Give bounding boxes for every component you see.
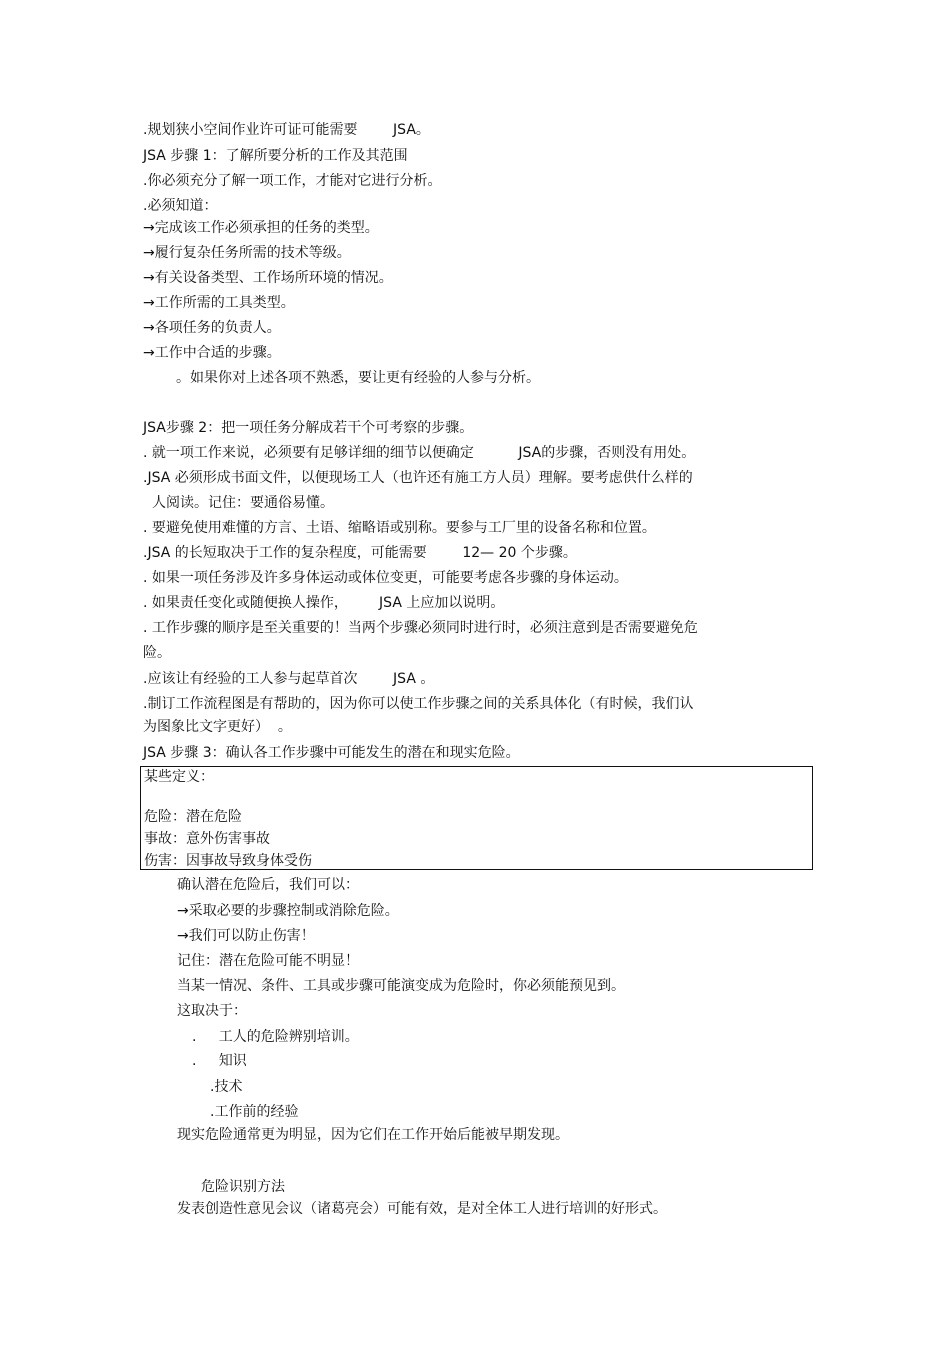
text-line: 。如果你对上述各项不熟悉，要让更有经验的人参与分析。 [176,370,540,386]
list-item: . 工人的危险辨别培训。 [192,1029,359,1045]
text-line: . 要避免使用难懂的方言、土语、缩略语或别称。要参与工厂里的设备名称和位置。 [143,520,656,536]
list-item: →工作所需的工具类型。 [143,295,295,311]
text-line: 记住：潜在危险可能不明显！ [177,953,359,969]
list-item: →采取必要的步骤控制或消除危险。 [177,903,399,919]
list-item: →完成该工作必须承担的任务的类型。 [143,220,379,236]
definitions-box [140,766,813,870]
section-heading: JSA步骤 2：把一项任务分解成若干个可考察的步骤。 [143,420,474,436]
list-item: →工作中合适的步骤。 [143,345,281,361]
text-line: .JSA 的长短取决于工作的复杂程度，可能需要 12— 20 个步骤。 [143,545,577,561]
definition-item: 伤害：因事故导致身体受伤 [144,853,312,869]
text-line: .制订工作流程图是有帮助的，因为你可以使工作步骤之间的关系具体化（有时候，我们认 [143,696,694,712]
definition-item: 事故：意外伤害事故 [144,831,270,847]
text-line: . 就一项工作来说，必须要有足够详细的细节以便确定 JSA的步骤，否则没有用处。 [143,445,696,461]
section-heading: JSA 步骤 3：确认各工作步骤中可能发生的潜在和现实危险。 [143,745,520,761]
text-line: 险。 [143,645,171,661]
text-line: 发表创造性意见会议（诸葛亮会）可能有效，是对全体工人进行培训的好形式。 [177,1201,667,1217]
text-line: . 如果责任变化或随便换人操作， JSA 上应加以说明。 [143,595,505,611]
text-line: 现实危险通常更为明显，因为它们在工作开始后能被早期发现。 [177,1127,569,1143]
text-line: .应该让有经验的工人参与起草首次 JSA 。 [143,671,435,687]
text-line: . 如果一项任务涉及许多身体运动或体位变更，可能要考虑各步骤的身体运动。 [143,570,628,586]
list-item: →我们可以防止伤害！ [177,928,315,944]
text-line: .必须知道： [143,198,218,214]
list-item: →各项任务的负责人。 [143,320,281,336]
list-item: →履行复杂任务所需的技术等级。 [143,245,351,261]
text-line: 为图象比文字更好） 。 [143,719,292,735]
text-line: .JSA 必须形成书面文件，以便现场工人（也许还有施工方人员）理解。要考虑供什么样的 [143,470,693,486]
list-item: →有关设备类型、工作场所环境的情况。 [143,270,393,286]
list-item: . 知识 [192,1053,247,1069]
list-item: .技术 [210,1079,243,1095]
text-line: .规划狭小空间作业许可证可能需要 JSA。 [143,122,430,138]
section-heading: JSA 步骤 1：了解所要分析的工作及其范围 [143,148,408,164]
text-line: 人阅读。记住：要通俗易懂。 [152,495,334,511]
text-line: .你必须充分了解一项工作，才能对它进行分析。 [143,173,442,189]
section-heading: 危险识别方法 [201,1179,285,1195]
text-line: 这取决于： [177,1003,247,1019]
box-title: 某些定义： [144,769,214,785]
text-line: 确认潜在危险后，我们可以： [177,877,359,893]
text-line: . 工作步骤的顺序是至关重要的！当两个步骤必须同时进行时，必须注意到是否需要避免危 [143,620,698,636]
text-line: 当某一情况、条件、工具或步骤可能演变成为危险时，你必须能预见到。 [177,978,625,994]
list-item: .工作前的经验 [210,1104,299,1120]
definition-item: 危险：潜在危险 [144,809,242,825]
